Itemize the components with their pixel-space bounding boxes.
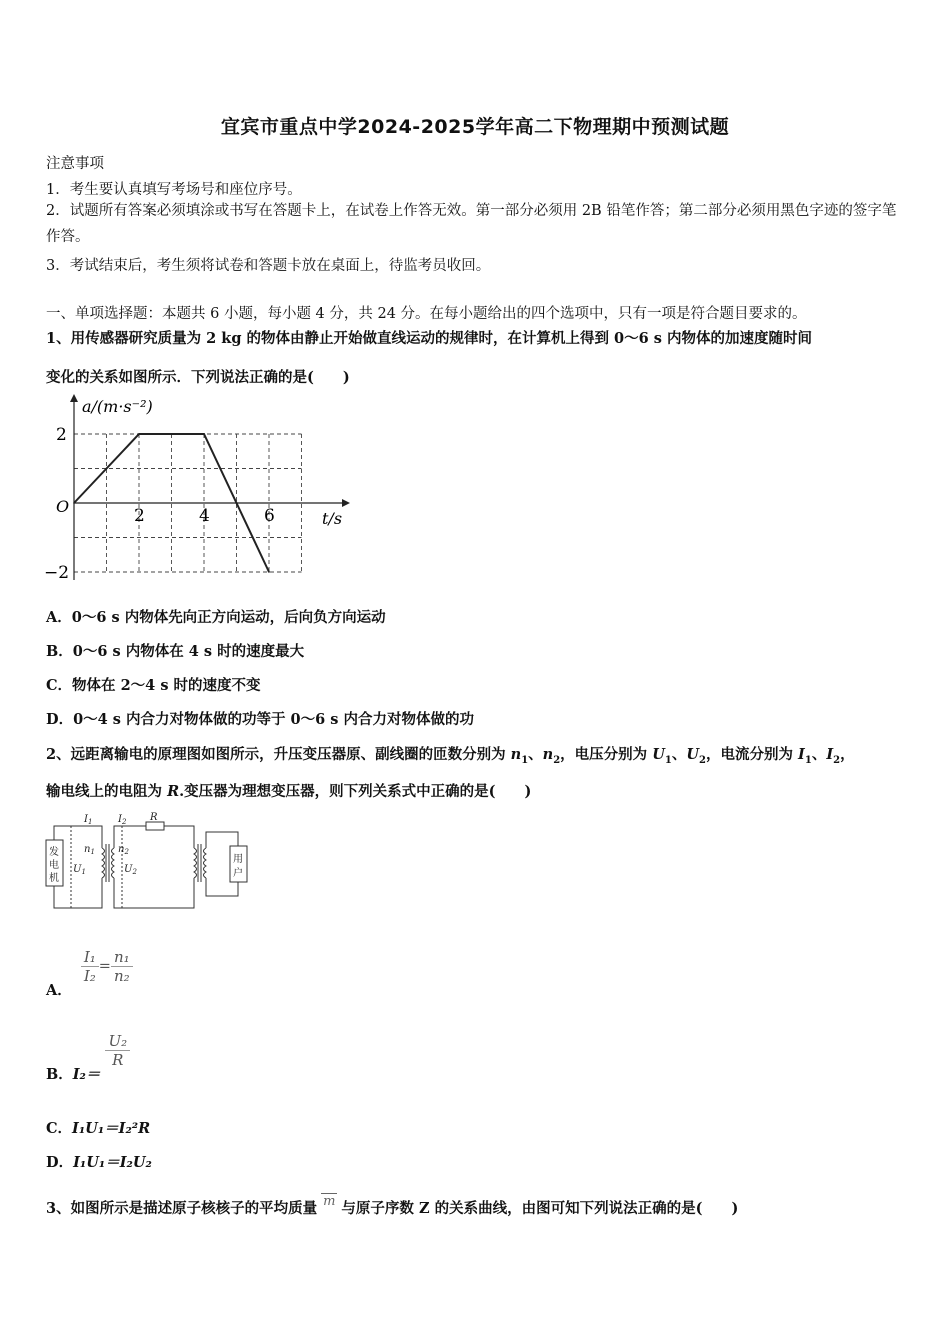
q2-option-b[interactable]: B．I₂＝ $\frac{\text{U₂}}{R}$	[46, 1032, 130, 1069]
notice-item-1: 1．考生要认真填写考场号和座位序号。	[46, 182, 302, 198]
label-n1: $n_1$	[84, 844, 95, 856]
y-axis-arrow	[70, 394, 78, 402]
step-down-primary-coil	[194, 848, 197, 878]
q1-option-c[interactable]: C．物体在 2～4 s 时的速度不变	[46, 677, 261, 694]
generator-label-2: 电	[49, 860, 59, 871]
q2-option-d[interactable]: D．I₁U₁＝I₂U₂	[46, 1154, 152, 1171]
label-I2: $I_2$	[118, 814, 127, 826]
step-up-secondary-coil	[112, 848, 115, 878]
q2-option-b-fraction: $\frac{\text{U₂}}{R}$	[105, 1032, 130, 1069]
x-axis-label: t/s	[322, 509, 343, 528]
q2-option-a[interactable]: A． $\frac{\text{I₁}}{\text{I₂}}$ = $\frac{\text{n₁}}{\text{n₂}}$	[46, 948, 133, 985]
y-tick-label: −2	[44, 563, 70, 583]
q2-option-a-fraction-left: $\frac{\text{I₁}}{\text{I₂}}$	[81, 948, 99, 985]
x-tick-label: 2	[134, 506, 145, 526]
q1-option-b[interactable]: B．0～6 s 内物体在 4 s 时的速度最大	[46, 643, 305, 660]
user-label-1: 用	[233, 854, 243, 865]
x-tick-label: 4	[199, 506, 210, 526]
notice-item-3: 3．考试结束后，考生须将试卷和答题卡放在桌面上，待监考员收回。	[46, 258, 491, 274]
q3-stem: 3、如图所示是描述原子核核子的平均质量 m 与原子序数 Z 的关系曲线，由图可知下列说法正确的是( )	[46, 1194, 739, 1217]
data-point	[203, 433, 205, 435]
y-axis-label: a/(m·s⁻²)	[82, 397, 153, 416]
label-I1: $I_1$	[84, 814, 93, 826]
q1-option-a[interactable]: A．0～6 s 内物体先向正方向运动，后向负方向运动	[46, 609, 386, 626]
step-up-primary-coil	[102, 848, 105, 878]
label-R: R	[150, 812, 158, 823]
x-axis-arrow	[342, 499, 350, 507]
data-point	[268, 571, 270, 573]
section-heading: 一、单项选择题：本题共 6 小题，每小题 4 分，共 24 分。在每小题给出的四个选项中，只有一项是符合题目要求的。	[46, 306, 807, 322]
q2-stem-line1: 2、远距离输电的原理图如图所示，升压变压器原、副线圈的匝数分别为 $n_1$、$n_2$，电压分别为 $U_1$、$U_2$，电流分别为 $I_1$、$I_2$，	[46, 746, 855, 766]
generator-label-1: 发	[49, 847, 59, 858]
q1-option-d[interactable]: D．0～4 s 内合力对物体做的功等于 0～6 s 内合力对物体做的功	[46, 711, 474, 728]
x-tick-label: 6	[264, 506, 275, 526]
data-point	[73, 502, 75, 504]
notice-heading: 注意事项	[46, 156, 104, 172]
q1-stem-line1: 1、用传感器研究质量为 2 kg 的物体由静止开始做直线运动的规律时，在计算机上得到 0～6 s 内物体的加速度随时间	[46, 330, 812, 347]
label-U1: $U_1$	[73, 864, 86, 876]
data-point	[138, 433, 140, 435]
line-resistor	[146, 822, 164, 830]
label-n2: $n_2$	[118, 844, 129, 856]
notice-item-2: 2．试题所有答案必须填涂或书写在答题卡上，在试卷上作答无效。第一部分必须用 2B 铅笔作答；第二部分必须用黑色字迹的签字笔作答。	[46, 203, 897, 245]
label-U2: $U_2$	[124, 864, 137, 876]
mbar-symbol: m	[323, 1194, 336, 1209]
generator-label-3: 机	[49, 873, 59, 884]
acceleration-time-chart	[40, 390, 360, 590]
origin-label: O	[56, 497, 70, 516]
q2-option-c[interactable]: C．I₁U₁＝I₂²R	[46, 1120, 151, 1137]
page-title: 宜宾市重点中学2024-2025学年高二下物理期中预测试题	[220, 116, 730, 138]
q2-option-a-fraction-right: $\frac{\text{n₁}}{\text{n₂}}$	[111, 948, 133, 985]
step-down-secondary-coil	[204, 848, 207, 878]
user-label-2: 户	[233, 868, 243, 879]
q2-stem-line2: 输电线上的电阻为 R.变压器为理想变压器，则下列关系式中正确的是( )	[46, 783, 532, 800]
power-transmission-diagram	[44, 812, 259, 912]
y-tick-label: 2	[56, 425, 67, 445]
q1-stem-line2: 变化的关系如图所示．下列说法正确的是( )	[46, 369, 350, 386]
